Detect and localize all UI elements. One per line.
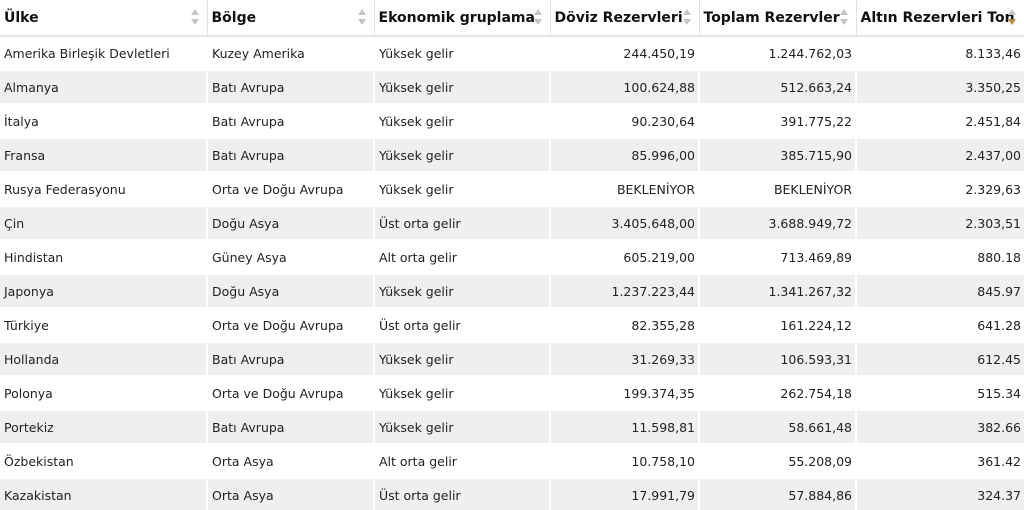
cell-gold-reserves-ton: 612.45: [856, 342, 1024, 376]
cell-total-reserves: 262.754,18: [699, 376, 856, 410]
table-row[interactable]: [0, 138, 1024, 172]
table-row[interactable]: [0, 342, 1024, 376]
cell-economic-group: Alt orta gelir: [374, 240, 550, 274]
cell-economic-group: Üst orta gelir: [374, 478, 550, 510]
cell-country: Almanya: [0, 70, 207, 104]
cell-country: Hindistan: [0, 240, 207, 274]
cell-gold-reserves-ton: 324.37: [856, 478, 1024, 510]
cell-country: Çin: [0, 206, 207, 240]
cell-total-reserves: 161.224,12: [699, 308, 856, 342]
column-header-label: Ekonomik gruplama: [378, 9, 535, 26]
cell-country: Hollanda: [0, 342, 207, 376]
cell-country: Amerika Birleşik Devletleri: [0, 36, 207, 70]
cell-fx-reserves: 82.355,28: [550, 308, 699, 342]
cell-fx-reserves: 11.598,81: [550, 410, 699, 444]
cell-gold-reserves-ton: 845.97: [856, 274, 1024, 308]
cell-economic-group: Yüksek gelir: [374, 70, 550, 104]
cell-region: Orta ve Doğu Avrupa: [207, 172, 374, 206]
cell-region: Batı Avrupa: [207, 138, 374, 172]
cell-fx-reserves: 3.405.648,00: [550, 206, 699, 240]
cell-region: Kuzey Amerika: [207, 36, 374, 70]
sort-icon[interactable]: [358, 9, 366, 25]
cell-region: Orta Asya: [207, 444, 374, 478]
cell-country: Kazakistan: [0, 478, 207, 510]
table-row[interactable]: [0, 240, 1024, 274]
cell-gold-reserves-ton: 361.42: [856, 444, 1024, 478]
table-row[interactable]: [0, 172, 1024, 206]
sort-icon[interactable]: [840, 9, 848, 25]
cell-economic-group: Yüksek gelir: [374, 410, 550, 444]
column-header-gold-reserves-ton[interactable]: [856, 0, 1024, 36]
table-row[interactable]: [0, 376, 1024, 410]
cell-country: Türkiye: [0, 308, 207, 342]
cell-economic-group: Üst orta gelir: [374, 308, 550, 342]
sort-descending-icon[interactable]: [1008, 9, 1016, 25]
cell-fx-reserves: 10.758,10: [550, 444, 699, 478]
cell-total-reserves: 106.593,31: [699, 342, 856, 376]
cell-gold-reserves-ton: 2.329,63: [856, 172, 1024, 206]
cell-fx-reserves: 605.219,00: [550, 240, 699, 274]
cell-economic-group: Yüksek gelir: [374, 138, 550, 172]
column-header-label: Toplam Rezervler: [703, 9, 840, 26]
cell-region: Doğu Asya: [207, 274, 374, 308]
table-row[interactable]: [0, 104, 1024, 138]
column-header-label: Bölge: [211, 9, 257, 26]
cell-total-reserves: 57.884,86: [699, 478, 856, 510]
cell-fx-reserves: 199.374,35: [550, 376, 699, 410]
cell-country: Rusya Federasyonu: [0, 172, 207, 206]
cell-fx-reserves: 244.450,19: [550, 36, 699, 70]
cell-region: Orta Asya: [207, 478, 374, 510]
cell-economic-group: Yüksek gelir: [374, 342, 550, 376]
cell-total-reserves: 55.208,09: [699, 444, 856, 478]
column-header-country[interactable]: [0, 0, 207, 36]
column-header-label: Ülke: [4, 9, 39, 26]
table-row[interactable]: [0, 410, 1024, 444]
table-row[interactable]: [0, 206, 1024, 240]
cell-fx-reserves: 85.996,00: [550, 138, 699, 172]
cell-gold-reserves-ton: 2.451,84: [856, 104, 1024, 138]
cell-total-reserves: 391.775,22: [699, 104, 856, 138]
table-row[interactable]: [0, 308, 1024, 342]
cell-gold-reserves-ton: 880.18: [856, 240, 1024, 274]
cell-total-reserves: 1.341.267,32: [699, 274, 856, 308]
cell-fx-reserves: 90.230,64: [550, 104, 699, 138]
column-header-region[interactable]: [207, 0, 374, 36]
cell-economic-group: Yüksek gelir: [374, 36, 550, 70]
cell-region: Doğu Asya: [207, 206, 374, 240]
cell-region: Batı Avrupa: [207, 70, 374, 104]
cell-country: Japonya: [0, 274, 207, 308]
cell-region: Batı Avrupa: [207, 342, 374, 376]
cell-economic-group: Yüksek gelir: [374, 274, 550, 308]
cell-fx-reserves: BEKLENİYOR: [550, 172, 699, 206]
column-header-label: Altın Rezervleri Ton: [860, 9, 1015, 26]
cell-region: Orta ve Doğu Avrupa: [207, 376, 374, 410]
column-header-total-reserves[interactable]: [699, 0, 856, 36]
header-row: [0, 0, 1024, 36]
table-header: [0, 0, 1024, 36]
cell-economic-group: Yüksek gelir: [374, 104, 550, 138]
cell-economic-group: Alt orta gelir: [374, 444, 550, 478]
cell-total-reserves: BEKLENİYOR: [699, 172, 856, 206]
sort-icon[interactable]: [534, 9, 542, 25]
cell-region: Orta ve Doğu Avrupa: [207, 308, 374, 342]
cell-economic-group: Yüksek gelir: [374, 376, 550, 410]
cell-total-reserves: 385.715,90: [699, 138, 856, 172]
table-row[interactable]: [0, 274, 1024, 308]
cell-gold-reserves-ton: 2.303,51: [856, 206, 1024, 240]
cell-country: Fransa: [0, 138, 207, 172]
cell-region: Güney Asya: [207, 240, 374, 274]
cell-gold-reserves-ton: 2.437,00: [856, 138, 1024, 172]
cell-fx-reserves: 1.237.223,44: [550, 274, 699, 308]
cell-economic-group: Üst orta gelir: [374, 206, 550, 240]
cell-fx-reserves: 17.991,79: [550, 478, 699, 510]
cell-country: Polonya: [0, 376, 207, 410]
column-header-fx-reserves[interactable]: [550, 0, 699, 36]
cell-gold-reserves-ton: 515.34: [856, 376, 1024, 410]
table-row[interactable]: [0, 70, 1024, 104]
cell-gold-reserves-ton: 3.350,25: [856, 70, 1024, 104]
cell-gold-reserves-ton: 641.28: [856, 308, 1024, 342]
cell-economic-group: Yüksek gelir: [374, 172, 550, 206]
cell-country: İtalya: [0, 104, 207, 138]
cell-total-reserves: 512.663,24: [699, 70, 856, 104]
table-row[interactable]: [0, 478, 1024, 510]
cell-total-reserves: 58.661,48: [699, 410, 856, 444]
cell-total-reserves: 1.244.762,03: [699, 36, 856, 70]
cell-country: Portekiz: [0, 410, 207, 444]
sort-icon[interactable]: [683, 9, 691, 25]
table-body: [0, 36, 1024, 510]
cell-gold-reserves-ton: 8.133,46: [856, 36, 1024, 70]
table-row[interactable]: [0, 36, 1024, 70]
cell-fx-reserves: 31.269,33: [550, 342, 699, 376]
cell-region: Batı Avrupa: [207, 104, 374, 138]
cell-region: Batı Avrupa: [207, 410, 374, 444]
column-header-label: Döviz Rezervleri: [554, 9, 683, 26]
sort-icon[interactable]: [191, 9, 199, 25]
table-row[interactable]: [0, 444, 1024, 478]
cell-country: Özbekistan: [0, 444, 207, 478]
cell-total-reserves: 3.688.949,72: [699, 206, 856, 240]
cell-gold-reserves-ton: 382.66: [856, 410, 1024, 444]
cell-fx-reserves: 100.624,88: [550, 70, 699, 104]
cell-total-reserves: 713.469,89: [699, 240, 856, 274]
column-header-economic-group[interactable]: [374, 0, 550, 36]
